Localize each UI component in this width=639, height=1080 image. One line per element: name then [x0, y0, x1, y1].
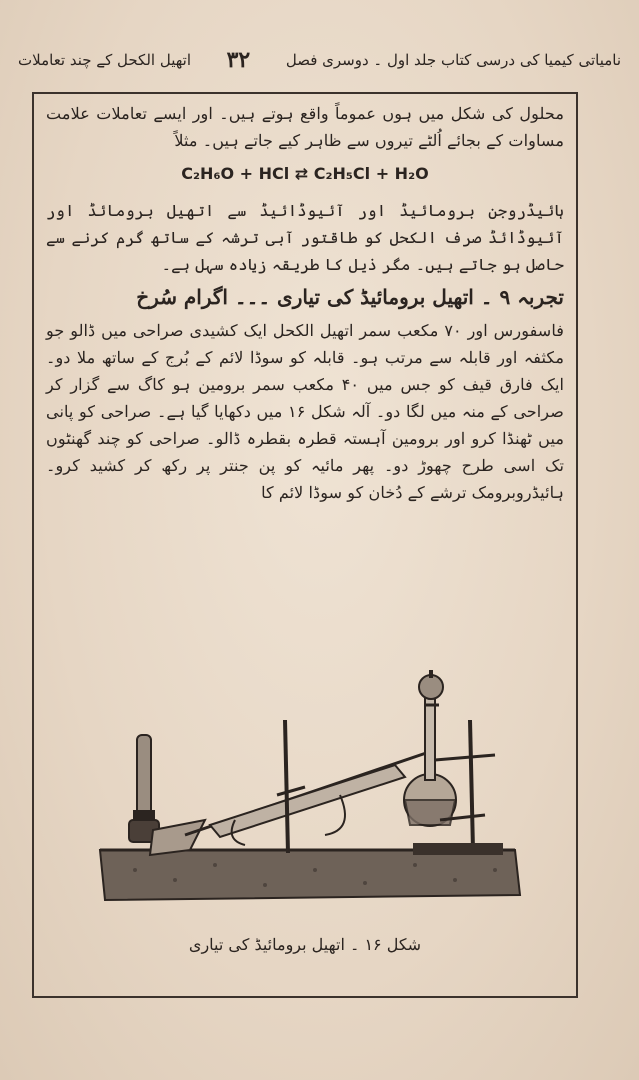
distilling-flask [404, 695, 456, 826]
paragraph-intro: محلول کی شکل میں ہوں عموماً واقع ہوتے ہیں۔ اور ایسے تعاملات علامت مساوات کے بجائے اُلٹے تیروں سے ظاہر کیے جاتے ہیں۔ مثلاً [46, 104, 564, 150]
experiment-heading: تجربہ ۹ ۔ اتھیل برومائیڈ کی تیاری ۔۔۔ اگرام سُرخ [136, 285, 564, 309]
apparatus-illustration [95, 665, 525, 910]
experiment-text: فاسفورس اور ۷۰ مکعب سمر اتھیل الکحل ایک کشیدی صراحی میں ڈالو جو مکثفہ اور قابلہ سے مرتب ہو۔ قابلہ کو سوڈا لائم کے بُرج کے ساتھ ملا دو۔ ایک فارق قیف کو جس میں ۴۰ مکعب سمر برومین ہو کاگ سے گزار کر صراحی کے منہ میں لگا دو۔ آلہ شکل ۱۶ میں دکھایا گیا ہے۔ صراحی کو پانی میں ٹھنڈا کرو اور برومین آہستہ قطرہ بقطرہ ڈالو۔ صراحی کو چند گھنٹوں تک اسی طرح چھوڑ دو۔ پھر مائیہ کو پن جنتر پر رکھ کر کشید کرو۔ ہائیڈروبرومک ترشے کے دُخان کو سوڈا لائم کا [46, 321, 564, 502]
page-number: ۳۲ [226, 47, 251, 73]
figure-caption: شکل ۱۶ ۔ اتھیل برومائیڈ کی تیاری [188, 935, 422, 954]
separating-funnel [419, 670, 443, 705]
chemical-equation: C₂H₆O + HCl ⇄ C₂H₅Cl + H₂O [181, 164, 429, 183]
header-book-title: نامیاتی کیمیا کی درسی کتاب جلد اول ۔ دوسری فصل [285, 51, 621, 69]
header-section-title: اتھیل الکحل کے چند تعاملات [18, 51, 191, 69]
condenser [185, 750, 435, 845]
bench-base [100, 850, 520, 900]
clamp-stand-middle [277, 720, 305, 853]
page-header [18, 40, 621, 80]
page-content [46, 100, 564, 512]
paragraph-hydrogen-bromide: ہائیڈروجن برومائیڈ اور آئیوڈائیڈ سے اتھیل برومائڈ اور آئیوڈائڈ صرف الکحل کو طاقتور آبی ترشہ کے ساتھ گرم کرنے سے حاصل ہو جاتے ہیں۔ مگر ذیل کا طریقہ زیادہ سہل ہے۔ [46, 201, 564, 274]
soda-lime-tower [129, 735, 159, 842]
